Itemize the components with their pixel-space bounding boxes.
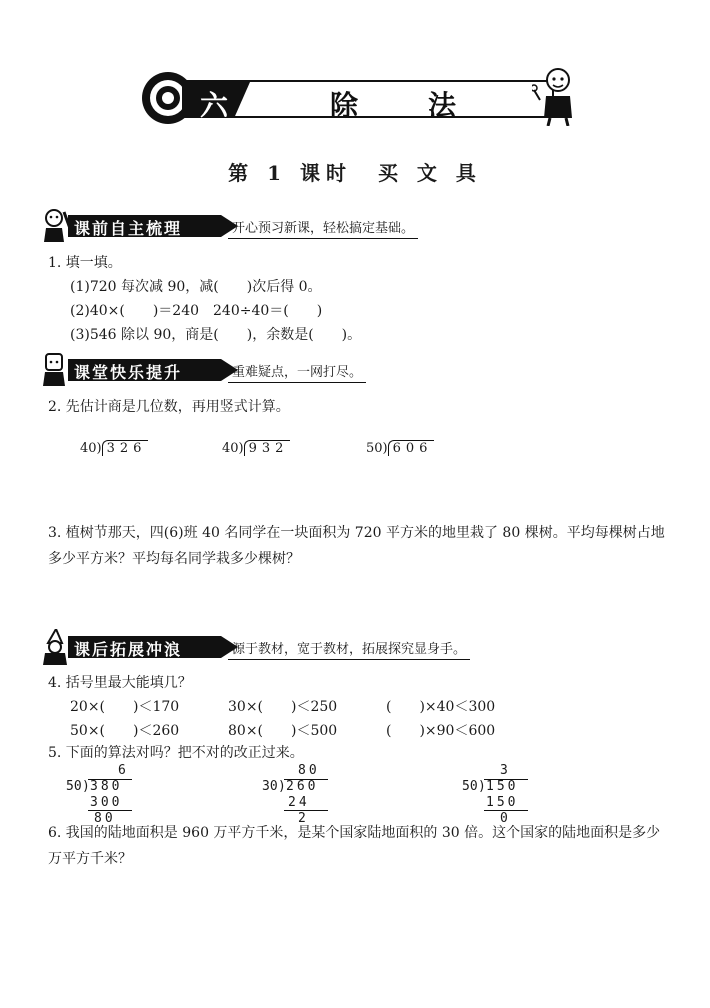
question-5-title: 5. 下面的算法对吗？把不对的改正过来。 [48, 745, 304, 761]
remainder: 0 [500, 811, 508, 826]
section-title: 课前自主梳理 [74, 219, 183, 238]
dividend: 380 [90, 779, 123, 794]
mascot-icon [532, 66, 578, 126]
chapter-number: 六 [200, 89, 229, 122]
remainder: 80 [94, 811, 116, 826]
section-note: 开心预习新课，轻松搞定基础。 [228, 217, 418, 239]
question-4-title: 4. 括号里最大能填几？ [48, 675, 192, 691]
dividend: 150 [486, 779, 519, 794]
question-6-text: 6. 我国的陆地面积是 960 万平方千米，是某个国家陆地面积的 30 倍。这个国家的陆地面积是多少万平方千米？ [48, 825, 661, 867]
divisor: 50 [66, 779, 82, 794]
quotient: 80 [298, 763, 320, 778]
question-1-item: (3)546 除以 90，商是( )，余数是( )。 [70, 327, 362, 343]
worked-division: 3 50 ) 150 150 0 [462, 764, 542, 824]
quotient: 3 [500, 763, 508, 778]
section-title: 课堂快乐提升 [74, 363, 183, 382]
question-1-item: (2)40×( )＝240 240÷40＝( ) [70, 303, 323, 319]
question-3-text: 3. 植树节那天，四(6)班 40 名同学在一块面积为 720 平方米的地里栽了 80 棵树。平均每棵树占地多少平方米？平均每名同学栽多少棵树？ [48, 525, 665, 567]
worked-division: 6 50 ) 380 300 80 [66, 764, 146, 824]
inequality-item: 80×( )＜500 [228, 723, 338, 739]
inequality-item: 30×( )＜250 [228, 699, 338, 715]
question-2-title: 2. 先估计商是几位数，再用竖式计算。 [48, 399, 290, 415]
product: 300 [90, 795, 123, 810]
section-title: 课后拓展冲浪 [74, 640, 183, 659]
inequality-item: 50×( )＜260 [70, 723, 180, 739]
long-division-problem: 50) 606 [366, 441, 433, 456]
divisor: 30 [262, 779, 278, 794]
chapter-banner [182, 80, 554, 122]
chapter-title: 除法 [330, 89, 527, 122]
quotient: 6 [118, 763, 126, 778]
divisor: 50 [462, 779, 478, 794]
remainder: 2 [298, 811, 306, 826]
inequality-item: ( )×90＜600 [386, 723, 496, 739]
lesson-title: 第 1 课时 买 文 具 [228, 161, 482, 185]
inequality-item: ( )×40＜300 [386, 699, 496, 715]
long-division-problem: 40) 326 [80, 441, 147, 456]
question-1-item: (1)720 每次减 90，减( )次后得 0。 [70, 279, 322, 295]
inequality-item: 20×( )＜170 [70, 699, 180, 715]
long-division-problem: 40) 932 [222, 441, 289, 456]
product: 24 [288, 795, 310, 810]
dividend: 260 [286, 779, 319, 794]
section-note: 源于教材，宽于教材，拓展探究显身手。 [228, 638, 470, 660]
section-note: 重难疑点，一网打尽。 [228, 361, 366, 383]
worked-division: 80 30 ) 260 24 2 [262, 764, 342, 824]
product: 150 [486, 795, 519, 810]
question-1-title: 1. 填一填。 [48, 255, 122, 271]
